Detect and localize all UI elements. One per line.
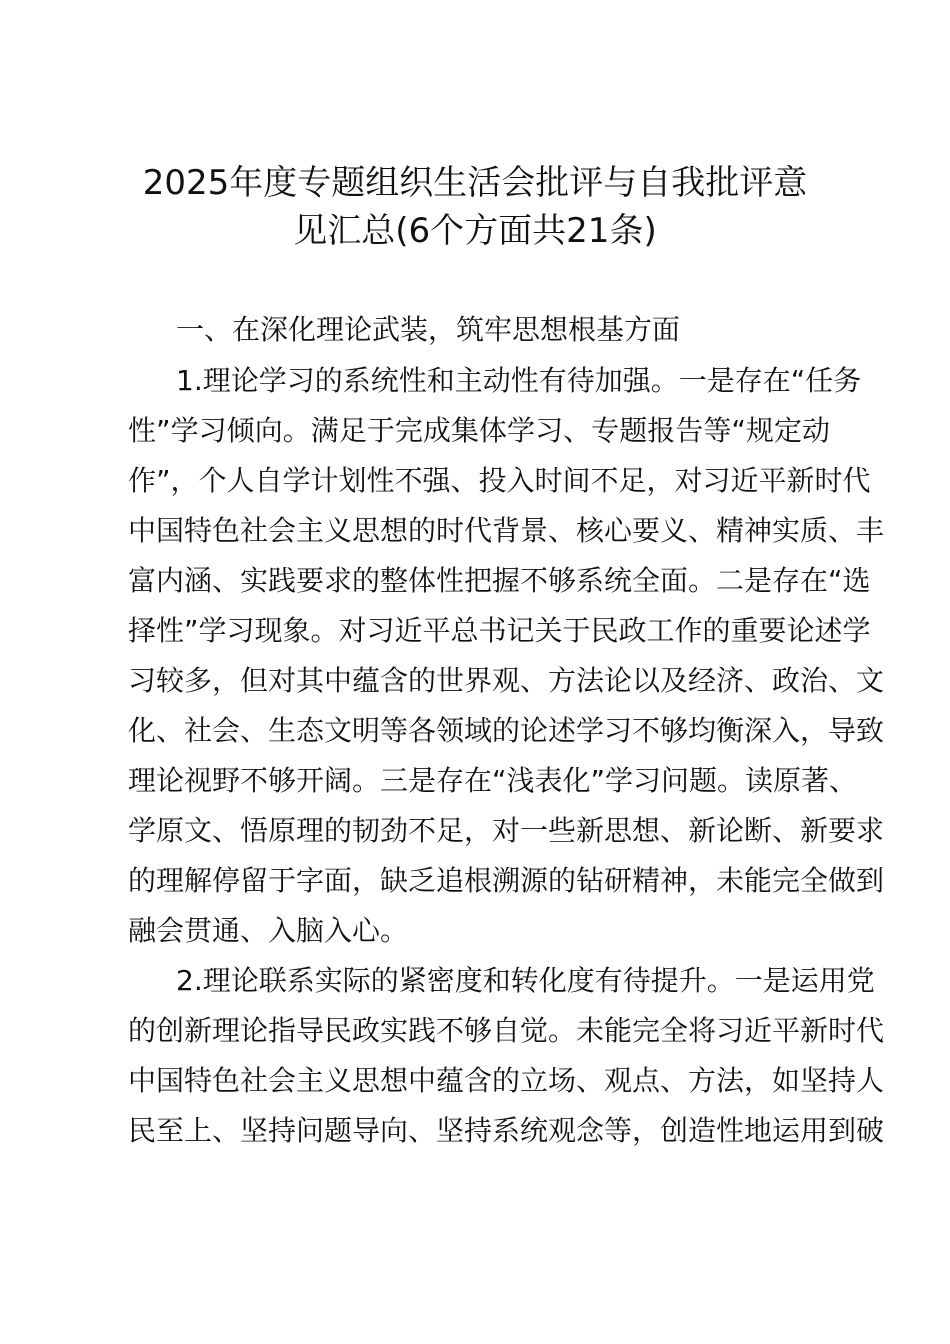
paragraph-line: 2.理论联系实际的紧密度和转化度有待提升。一是运用党 xyxy=(176,964,875,997)
paragraph-line: 融会贯通、入脑入心。 xyxy=(128,914,409,947)
paragraph-line: 化、社会、生态文明等各领域的论述学习不够均衡深入，导致 xyxy=(128,714,885,747)
paragraph-line: 富内涵、实践要求的整体性把握不够系统全面。二是存在“选 xyxy=(128,564,871,597)
paragraph-line: 的创新理论指导民政实践不够自觉。未能完全将习近平新时代 xyxy=(128,1014,885,1047)
paragraph-line: 民至上、坚持问题导向、坚持系统观念等，创造性地运用到破 xyxy=(128,1114,885,1147)
document-title-line-2: 见汇总(6个方面共21条) xyxy=(293,211,657,251)
paragraph-line: 作”，个人自学计划性不强、投入时间不足，对习近平新时代 xyxy=(128,464,871,497)
document-title-line-1: 2025年度专题组织生活会批评与自我批评意 xyxy=(142,163,808,203)
paragraph-line: 1.理论学习的系统性和主动性有待加强。一是存在“任务 xyxy=(176,364,862,397)
paragraph-line: 性”学习倾向。满足于完成集体学习、专题报告等“规定动 xyxy=(128,414,830,447)
paragraph-line: 中国特色社会主义思想中蕴含的立场、观点、方法，如坚持人 xyxy=(128,1064,885,1097)
paragraph-line: 习较多，但对其中蕴含的世界观、方法论以及经济、政治、文 xyxy=(128,664,885,697)
paragraph-line: 择性”学习现象。对习近平总书记关于民政工作的重要论述学 xyxy=(128,614,871,647)
paragraph-line: 的理解停留于字面，缺乏追根溯源的钻研精神，未能完全做到 xyxy=(128,864,885,897)
section-heading: 一、在深化理论武装，筑牢思想根基方面 xyxy=(176,313,681,346)
paragraph-line: 理论视野不够开阔。三是存在“浅表化”学习问题。读原著、 xyxy=(128,764,858,797)
paragraph-line: 中国特色社会主义思想的时代背景、核心要义、精神实质、丰 xyxy=(128,514,885,547)
paragraph-line: 学原文、悟原理的韧劲不足，对一些新思想、新论断、新要求 xyxy=(128,814,885,847)
